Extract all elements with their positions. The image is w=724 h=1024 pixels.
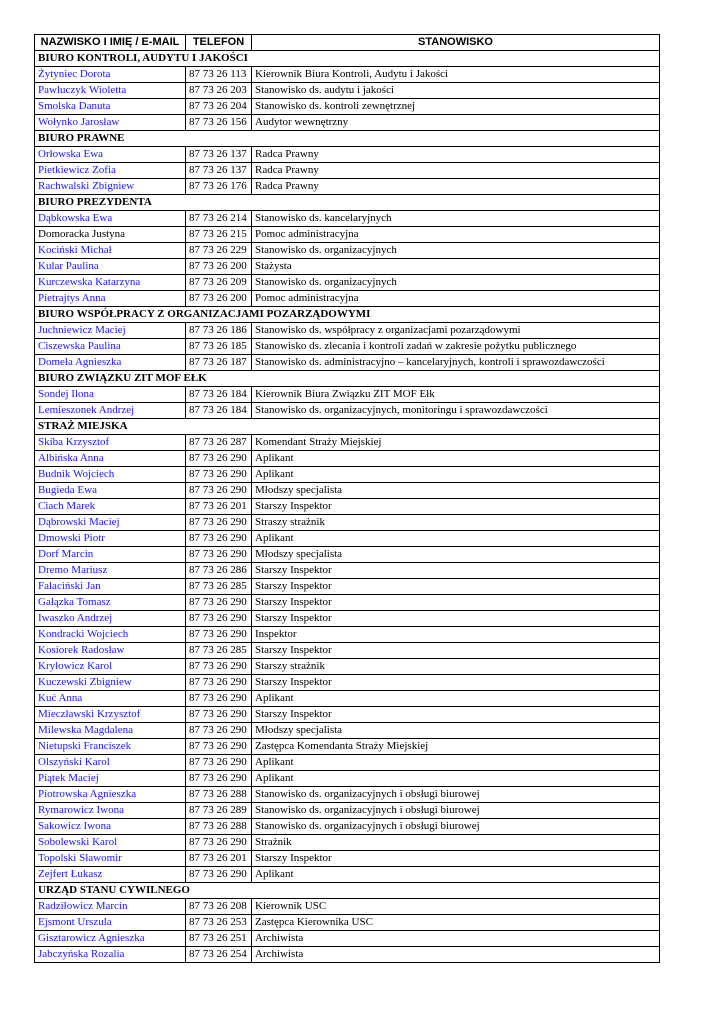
employee-name-link[interactable]: Albińska Anna: [35, 451, 186, 467]
table-row: [35, 819, 660, 835]
table-row: [35, 803, 660, 819]
header-phone: TELEFON: [186, 35, 252, 51]
employee-phone: 87 73 26 290: [186, 691, 252, 707]
table-header: [35, 35, 660, 51]
employee-name-link[interactable]: Piotrowska Agnieszka: [35, 787, 186, 803]
employee-position: Starszy strażnik: [252, 659, 660, 675]
table-row: [35, 483, 660, 499]
table-row: [35, 755, 660, 771]
employee-phone: 87 73 26 187: [186, 355, 252, 371]
employee-name-link[interactable]: Zejfert Łukasz: [35, 867, 186, 883]
table-row: [35, 691, 660, 707]
table-row: [35, 531, 660, 547]
employee-phone: 87 73 26 289: [186, 803, 252, 819]
employee-name-link[interactable]: Lemieszonek Andrzej: [35, 403, 186, 419]
employee-name-link[interactable]: Pietrajtys Anna: [35, 291, 186, 307]
table-row: [35, 627, 660, 643]
employee-phone: 87 73 26 285: [186, 643, 252, 659]
employee-phone: 87 73 26 184: [186, 387, 252, 403]
employee-position: Starszy Inspektor: [252, 563, 660, 579]
table-row: [35, 499, 660, 515]
table-row: [35, 851, 660, 867]
employee-phone: 87 73 26 290: [186, 675, 252, 691]
employee-phone: 87 73 26 290: [186, 611, 252, 627]
employee-phone: 87 73 26 288: [186, 819, 252, 835]
table-row: [35, 915, 660, 931]
table-row: [35, 355, 660, 371]
header-row: [35, 35, 660, 51]
section-row: [35, 883, 660, 899]
table-row: [35, 339, 660, 355]
employee-name-link[interactable]: Kular Paulina: [35, 259, 186, 275]
employee-phone: 87 73 26 290: [186, 739, 252, 755]
section-title: BIURO WSPÓŁPRACY Z ORGANIZACJAMI POZARZĄDOWYMI: [35, 307, 660, 323]
table-row: [35, 931, 660, 947]
employee-position: Aplikant: [252, 691, 660, 707]
employee-position: Aplikant: [252, 755, 660, 771]
table-row: [35, 323, 660, 339]
employee-position: Stanowisko ds. organizacyjnych i obsługi biurowej: [252, 819, 660, 835]
table-row: [35, 291, 660, 307]
employee-position: Stanowisko ds. kancelaryjnych: [252, 211, 660, 227]
table-row: [35, 403, 660, 419]
employee-name-link[interactable]: Kondracki Wojciech: [35, 627, 186, 643]
table-row: [35, 451, 660, 467]
employee-name-link[interactable]: Skiba Krzysztof: [35, 435, 186, 451]
table-row: [35, 99, 660, 115]
employee-name-link[interactable]: Żytyniec Dorota: [35, 67, 186, 83]
table-row: [35, 771, 660, 787]
section-title: BIURO PRAWNE: [35, 131, 660, 147]
employee-name-link[interactable]: Smolska Danuta: [35, 99, 186, 115]
employee-phone: 87 73 26 290: [186, 707, 252, 723]
employee-phone: 87 73 26 186: [186, 323, 252, 339]
employee-name-link[interactable]: Bugieda Ewa: [35, 483, 186, 499]
employee-name-link[interactable]: Sakowicz Iwona: [35, 819, 186, 835]
employee-name-link[interactable]: Olszyński Karol: [35, 755, 186, 771]
employee-name-link[interactable]: Kociński Michał: [35, 243, 186, 259]
header-name: NAZWISKO I IMIĘ / E-MAIL: [35, 35, 186, 51]
employee-position: Starszy Inspektor: [252, 611, 660, 627]
employee-phone: 87 73 26 176: [186, 179, 252, 195]
table-row: [35, 707, 660, 723]
table-row: [35, 899, 660, 915]
employee-position: Starszy Inspektor: [252, 675, 660, 691]
employee-position: Aplikant: [252, 531, 660, 547]
table-row: [35, 563, 660, 579]
employee-position: Stanowisko ds. współpracy z organizacjami pozarządowymi: [252, 323, 660, 339]
employee-position: Stanowisko ds. zlecania i kontroli zadań w zakresie pożytku publicznego: [252, 339, 660, 355]
employee-phone: 87 73 26 290: [186, 515, 252, 531]
employee-name-link[interactable]: Ciach Marek: [35, 499, 186, 515]
section-title: STRAŻ MIEJSKA: [35, 419, 660, 435]
employee-name-link[interactable]: Kuczewski Zbigniew: [35, 675, 186, 691]
employee-position: Zastępca Komendanta Straży Miejskiej: [252, 739, 660, 755]
table-row: [35, 275, 660, 291]
employee-phone: 87 73 26 288: [186, 787, 252, 803]
table-row: [35, 659, 660, 675]
employee-position: Aplikant: [252, 771, 660, 787]
staff-directory-table: [34, 34, 660, 963]
section-row: [35, 371, 660, 387]
table-row: [35, 259, 660, 275]
employee-name-link[interactable]: Pietkiewicz Zofia: [35, 163, 186, 179]
employee-name-link[interactable]: Wołynko Jarosław: [35, 115, 186, 131]
employee-phone: 87 73 26 156: [186, 115, 252, 131]
employee-phone: 87 73 26 287: [186, 435, 252, 451]
employee-position: Audytor wewnętrzny: [252, 115, 660, 131]
employee-name-link[interactable]: Sondej Ilona: [35, 387, 186, 403]
employee-position: Starszy Inspektor: [252, 707, 660, 723]
table-row: [35, 435, 660, 451]
employee-name-link[interactable]: Budnik Wojciech: [35, 467, 186, 483]
employee-name-link[interactable]: Gisztarowicz Agnieszka: [35, 931, 186, 947]
table-row: [35, 179, 660, 195]
table-body: [35, 51, 660, 963]
employee-position: Straszy strażnik: [252, 515, 660, 531]
employee-position: Inspektor: [252, 627, 660, 643]
employee-position: Starszy Inspektor: [252, 499, 660, 515]
employee-phone: 87 73 26 185: [186, 339, 252, 355]
employee-phone: 87 73 26 214: [186, 211, 252, 227]
employee-position: Radca Prawny: [252, 163, 660, 179]
employee-phone: 87 73 26 290: [186, 451, 252, 467]
section-row: [35, 419, 660, 435]
table-row: [35, 643, 660, 659]
employee-position: Aplikant: [252, 867, 660, 883]
employee-phone: 87 73 26 286: [186, 563, 252, 579]
employee-position: Starszy Inspektor: [252, 595, 660, 611]
employee-phone: 87 73 26 209: [186, 275, 252, 291]
employee-phone: 87 73 26 254: [186, 947, 252, 963]
table-row: [35, 595, 660, 611]
employee-name-link[interactable]: Juchniewicz Maciej: [35, 323, 186, 339]
employee-position: Starszy Inspektor: [252, 643, 660, 659]
employee-name-link[interactable]: Dremo Mariusz: [35, 563, 186, 579]
table-row: [35, 83, 660, 99]
employee-position: Kierownik USC: [252, 899, 660, 915]
employee-name-link[interactable]: Orłowska Ewa: [35, 147, 186, 163]
employee-phone: 87 73 26 208: [186, 899, 252, 915]
section-title: BIURO ZWIĄZKU ZIT MOF EŁK: [35, 371, 660, 387]
employee-position: Stażysta: [252, 259, 660, 275]
employee-name-link[interactable]: Ciszewska Paulina: [35, 339, 186, 355]
employee-position: Starszy Inspektor: [252, 851, 660, 867]
table-row: [35, 675, 660, 691]
employee-phone: 87 73 26 290: [186, 595, 252, 611]
employee-phone: 87 73 26 137: [186, 163, 252, 179]
employee-name-link[interactable]: Dąbkowska Ewa: [35, 211, 186, 227]
employee-position: Stanowisko ds. administracyjno – kancelaryjnych, kontroli i sprawozdawczości: [252, 355, 660, 371]
employee-name-link[interactable]: Nietupski Franciszek: [35, 739, 186, 755]
employee-position: Stanowisko ds. organizacyjnych, monitoringu i sprawozdawczości: [252, 403, 660, 419]
table-row: [35, 723, 660, 739]
employee-name-link[interactable]: Topolski Sławomir: [35, 851, 186, 867]
table-row: [35, 787, 660, 803]
table-row: [35, 547, 660, 563]
section-title: BIURO KONTROLI, AUDYTU I JAKOŚCI: [35, 51, 660, 67]
employee-position: Komendant Straży Miejskiej: [252, 435, 660, 451]
employee-name-link[interactable]: Pawluczyk Wioletta: [35, 83, 186, 99]
employee-name-link[interactable]: Iwaszko Andrzej: [35, 611, 186, 627]
employee-name-link[interactable]: Kosiorek Radosław: [35, 643, 186, 659]
employee-phone: 87 73 26 201: [186, 499, 252, 515]
employee-position: Aplikant: [252, 467, 660, 483]
employee-position: Stanowisko ds. organizacyjnych: [252, 243, 660, 259]
table-row: [35, 163, 660, 179]
table-row: [35, 227, 660, 243]
table-row: [35, 611, 660, 627]
employee-position: Stanowisko ds. organizacyjnych i obsługi biurowej: [252, 787, 660, 803]
employee-name-link[interactable]: Kryłowicz Karol: [35, 659, 186, 675]
employee-position: Archiwista: [252, 947, 660, 963]
table-row: [35, 467, 660, 483]
table-row: [35, 515, 660, 531]
employee-name-link[interactable]: Mieczławski Krzysztof: [35, 707, 186, 723]
table-row: [35, 243, 660, 259]
employee-name-link[interactable]: Dmowski Piotr: [35, 531, 186, 547]
section-row: [35, 195, 660, 211]
table-row: [35, 739, 660, 755]
employee-phone: 87 73 26 229: [186, 243, 252, 259]
employee-position: Zastępca Kierownika USC: [252, 915, 660, 931]
table-row: [35, 115, 660, 131]
employee-name-link[interactable]: Rymarowicz Iwona: [35, 803, 186, 819]
employee-phone: 87 73 26 184: [186, 403, 252, 419]
employee-name-link[interactable]: Jabczyńska Rozalia: [35, 947, 186, 963]
employee-position: Kierownik Biura Kontroli, Audytu i Jakości: [252, 67, 660, 83]
section-row: [35, 307, 660, 323]
table-row: [35, 147, 660, 163]
employee-phone: 87 73 26 200: [186, 291, 252, 307]
employee-position: Stanowisko ds. audytu i jakości: [252, 83, 660, 99]
employee-position: Pomoc administracyjna: [252, 291, 660, 307]
table-row: [35, 947, 660, 963]
section-title: BIURO PREZYDENTA: [35, 195, 660, 211]
employee-phone: 87 73 26 204: [186, 99, 252, 115]
employee-position: Strażnik: [252, 835, 660, 851]
employee-position: Starszy Inspektor: [252, 579, 660, 595]
employee-name-link[interactable]: Rachwalski Zbigniew: [35, 179, 186, 195]
document-page: [34, 34, 659, 963]
employee-phone: 87 73 26 290: [186, 531, 252, 547]
employee-phone: 87 73 26 290: [186, 547, 252, 563]
employee-name-link[interactable]: Piątek Maciej: [35, 771, 186, 787]
employee-name-link[interactable]: Domeła Agnieszka: [35, 355, 186, 371]
section-row: [35, 51, 660, 67]
employee-position: Aplikant: [252, 451, 660, 467]
table-row: [35, 579, 660, 595]
employee-phone: 87 73 26 290: [186, 627, 252, 643]
employee-phone: 87 73 26 290: [186, 659, 252, 675]
employee-name-link[interactable]: Kurczewska Katarzyna: [35, 275, 186, 291]
employee-phone: 87 73 26 290: [186, 771, 252, 787]
header-position: STANOWISKO: [252, 35, 660, 51]
employee-phone: 87 73 26 113: [186, 67, 252, 83]
employee-name-link[interactable]: Kuć Anna: [35, 691, 186, 707]
table-row: [35, 835, 660, 851]
employee-position: Radca Prawny: [252, 147, 660, 163]
employee-position: Młodszy specjalista: [252, 547, 660, 563]
employee-phone: 87 73 26 290: [186, 723, 252, 739]
employee-phone: 87 73 26 290: [186, 755, 252, 771]
section-title: URZĄD STANU CYWILNEGO: [35, 883, 660, 899]
employee-position: Stanowisko ds. organizacyjnych i obsługi biurowej: [252, 803, 660, 819]
employee-position: Młodszy specjalista: [252, 483, 660, 499]
employee-phone: 87 73 26 290: [186, 867, 252, 883]
employee-position: Radca Prawny: [252, 179, 660, 195]
employee-name: Domoracka Justyna: [35, 227, 186, 243]
employee-phone: 87 73 26 203: [186, 83, 252, 99]
table-row: [35, 387, 660, 403]
table-row: [35, 867, 660, 883]
employee-name-link[interactable]: Radziłowicz Marcin: [35, 899, 186, 915]
table-row: [35, 211, 660, 227]
employee-position: Archiwista: [252, 931, 660, 947]
employee-position: Stanowisko ds. kontroli zewnętrznej: [252, 99, 660, 115]
employee-name-link[interactable]: Falaciński Jan: [35, 579, 186, 595]
section-row: [35, 131, 660, 147]
employee-phone: 87 73 26 290: [186, 835, 252, 851]
employee-name-link[interactable]: Milewska Magdalena: [35, 723, 186, 739]
employee-phone: 87 73 26 285: [186, 579, 252, 595]
employee-phone: 87 73 26 215: [186, 227, 252, 243]
employee-phone: 87 73 26 290: [186, 467, 252, 483]
employee-position: Stanowisko ds. organizacyjnych: [252, 275, 660, 291]
table-row: [35, 67, 660, 83]
employee-name-link[interactable]: Gałązka Tomasz: [35, 595, 186, 611]
employee-name-link[interactable]: Dąbrowski Maciej: [35, 515, 186, 531]
employee-position: Pomoc administracyjna: [252, 227, 660, 243]
employee-position: Młodszy specjalista: [252, 723, 660, 739]
employee-phone: 87 73 26 200: [186, 259, 252, 275]
employee-position: Kierownik Biura Związku ZIT MOF Ełk: [252, 387, 660, 403]
employee-name-link[interactable]: Sobolewski Karol: [35, 835, 186, 851]
employee-phone: 87 73 26 290: [186, 483, 252, 499]
employee-name-link[interactable]: Ejsmont Urszula: [35, 915, 186, 931]
employee-phone: 87 73 26 251: [186, 931, 252, 947]
employee-name-link[interactable]: Dorf Marcin: [35, 547, 186, 563]
employee-phone: 87 73 26 253: [186, 915, 252, 931]
employee-phone: 87 73 26 201: [186, 851, 252, 867]
employee-phone: 87 73 26 137: [186, 147, 252, 163]
